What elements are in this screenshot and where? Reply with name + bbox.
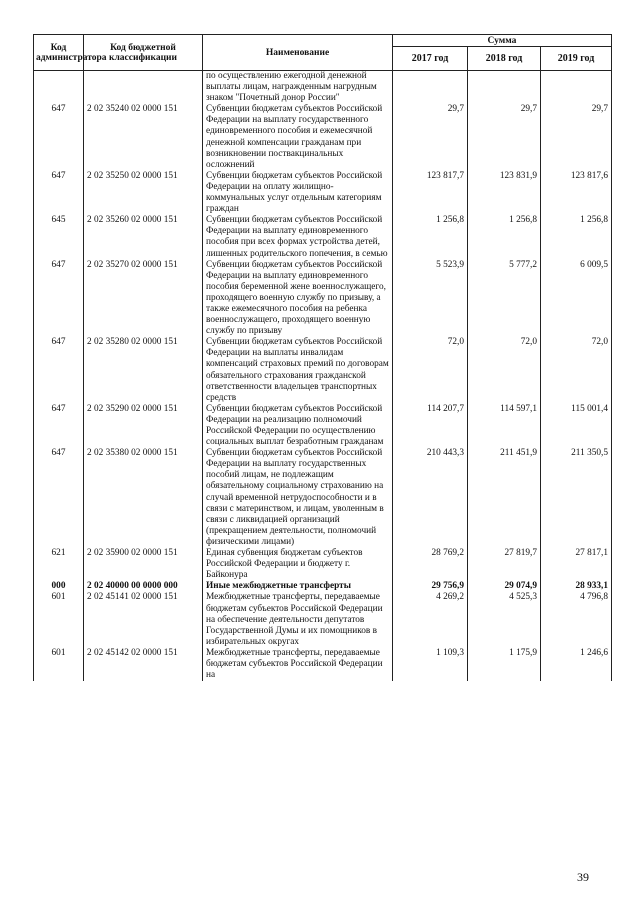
name-cell: по осуществлению ежегодной денежной выплаты лицам, награжденным нагрудным знаком "Почетный донор России"	[203, 71, 393, 105]
budget-code-cell: 2 02 35900 02 0000 151	[84, 548, 203, 581]
budget-code-cell: 2 02 45141 02 0000 151	[84, 592, 203, 647]
name-cell: Единая субвенция бюджетам субъектов Российской Федерации и бюджету г. Байконура	[203, 548, 393, 581]
amount-2018-cell: 4 525,3	[468, 592, 541, 647]
name-cell: Межбюджетные трансферты, передаваемые бюджетам субъектов Российской Федерации на обеспечение деятельности депутатов Государственной Думы и их помощников в избирательных округах	[203, 592, 393, 647]
amount-2019-cell	[541, 71, 612, 105]
header-admin-code: Код администратора	[34, 35, 84, 71]
budget-code-cell: 2 02 35270 02 0000 151	[84, 260, 203, 338]
name-cell: Субвенции бюджетам субъектов Российской Федерации на реализацию полномочий Российской Федерации по осуществлению социальных выплат безработным гражданам	[203, 404, 393, 448]
budget-table	[33, 34, 612, 681]
amount-2018-cell: 1 175,9	[468, 648, 541, 681]
table-row	[34, 648, 612, 681]
amount-2017-cell: 114 207,7	[393, 404, 468, 448]
amount-2018-cell: 5 777,2	[468, 260, 541, 338]
amount-2018-cell: 1 256,8	[468, 215, 541, 259]
budget-code-cell: 2 02 35260 02 0000 151	[84, 215, 203, 259]
admin-code-cell: 647	[34, 404, 84, 448]
budget-code-cell: 2 02 40000 00 0000 000	[84, 581, 203, 592]
table-row	[34, 581, 612, 592]
amount-2018-cell: 123 831,9	[468, 171, 541, 215]
header-year-2018: 2018 год	[468, 47, 541, 71]
table-body	[34, 71, 612, 682]
name-cell: Субвенции бюджетам субъектов Российской Федерации на выплату единовременного пособия при всех формах устройства детей, лишенных родительского попечения, в семью	[203, 215, 393, 259]
table-row	[34, 171, 612, 215]
name-cell: Субвенции бюджетам субъектов Российской Федерации на выплату государственных пособий лицам, не подлежащим обязательному социальному страхованию на случай временной нетрудоспособности и в связи с материнством, и лицам, уволенным в связи с ликвидацией организаций (прекращением деятельности, полномочий физическими лицами)	[203, 448, 393, 548]
admin-code-cell: 647	[34, 260, 84, 338]
table-row	[34, 104, 612, 171]
amount-2019-cell: 115 001,4	[541, 404, 612, 448]
page-number: 39	[577, 870, 589, 884]
budget-code-cell: 2 02 35250 02 0000 151	[84, 171, 203, 215]
amount-2017-cell: 123 817,7	[393, 171, 468, 215]
amount-2018-cell: 211 451,9	[468, 448, 541, 548]
header-name: Наименование	[203, 35, 393, 71]
admin-code-cell: 647	[34, 337, 84, 404]
table-row	[34, 71, 612, 105]
admin-code-cell: 647	[34, 448, 84, 548]
amount-2017-cell: 72,0	[393, 337, 468, 404]
table-row	[34, 548, 612, 581]
header-sum: Сумма	[393, 35, 612, 47]
amount-2017-cell: 1 109,3	[393, 648, 468, 681]
amount-2017-cell: 29 756,9	[393, 581, 468, 592]
budget-code-cell: 2 02 35240 02 0000 151	[84, 104, 203, 171]
amount-2019-cell: 72,0	[541, 337, 612, 404]
admin-code-cell	[34, 71, 84, 105]
amount-2019-cell: 29,7	[541, 104, 612, 171]
name-cell: Субвенции бюджетам субъектов Российской Федерации на оплату жилищно-коммунальных услуг отдельным категориям граждан	[203, 171, 393, 215]
amount-2019-cell: 1 256,8	[541, 215, 612, 259]
table-row	[34, 404, 612, 448]
amount-2017-cell: 5 523,9	[393, 260, 468, 338]
amount-2019-cell: 211 350,5	[541, 448, 612, 548]
amount-2019-cell: 1 246,6	[541, 648, 612, 681]
budget-code-cell: 2 02 35280 02 0000 151	[84, 337, 203, 404]
amount-2017-cell: 1 256,8	[393, 215, 468, 259]
budget-code-cell	[84, 71, 203, 105]
amount-2019-cell: 27 817,1	[541, 548, 612, 581]
table-row	[34, 337, 612, 404]
amount-2019-cell: 4 796,8	[541, 592, 612, 647]
table-header	[34, 35, 612, 71]
admin-code-cell: 601	[34, 592, 84, 647]
amount-2019-cell: 123 817,6	[541, 171, 612, 215]
admin-code-cell: 601	[34, 648, 84, 681]
table-row	[34, 448, 612, 548]
amount-2017-cell	[393, 71, 468, 105]
header-year-2017: 2017 год	[393, 47, 468, 71]
budget-code-cell: 2 02 35290 02 0000 151	[84, 404, 203, 448]
amount-2017-cell: 210 443,3	[393, 448, 468, 548]
table-row	[34, 215, 612, 259]
budget-code-cell: 2 02 45142 02 0000 151	[84, 648, 203, 681]
header-year-2019: 2019 год	[541, 47, 612, 71]
budget-code-cell: 2 02 35380 02 0000 151	[84, 448, 203, 548]
amount-2019-cell: 6 009,5	[541, 260, 612, 338]
table-row	[34, 592, 612, 647]
amount-2017-cell: 29,7	[393, 104, 468, 171]
admin-code-cell: 621	[34, 548, 84, 581]
admin-code-cell: 647	[34, 104, 84, 171]
amount-2017-cell: 4 269,2	[393, 592, 468, 647]
name-cell: Иные межбюджетные трансферты	[203, 581, 393, 592]
amount-2019-cell: 28 933,1	[541, 581, 612, 592]
name-cell: Межбюджетные трансферты, передаваемые бюджетам субъектов Российской Федерации на	[203, 648, 393, 681]
amount-2018-cell: 29 074,9	[468, 581, 541, 592]
name-cell: Субвенции бюджетам субъектов Российской Федерации на выплаты инвалидам компенсаций страховых премий по договорам обязательного страхования гражданской ответственности владельцев транспортных средств	[203, 337, 393, 404]
amount-2017-cell: 28 769,2	[393, 548, 468, 581]
admin-code-cell: 000	[34, 581, 84, 592]
admin-code-cell: 645	[34, 215, 84, 259]
header-budget-code: Код бюджетной классификации	[84, 35, 203, 71]
name-cell: Субвенции бюджетам субъектов Российской Федерации на выплату единовременного пособия беременной жене военнослужащего, проходящего военную службу по призыву, а также ежемесячного пособия на ребенка военнослужащего, проходящего военную службу по призыву	[203, 260, 393, 338]
amount-2018-cell	[468, 71, 541, 105]
amount-2018-cell: 27 819,7	[468, 548, 541, 581]
table-row	[34, 260, 612, 338]
name-cell: Субвенции бюджетам субъектов Российской Федерации на выплату государственного единовременного пособия и ежемесячной денежной компенсации гражданам при возникновении поствакцинальных осложнений	[203, 104, 393, 171]
amount-2018-cell: 72,0	[468, 337, 541, 404]
amount-2018-cell: 114 597,1	[468, 404, 541, 448]
admin-code-cell: 647	[34, 171, 84, 215]
amount-2018-cell: 29,7	[468, 104, 541, 171]
